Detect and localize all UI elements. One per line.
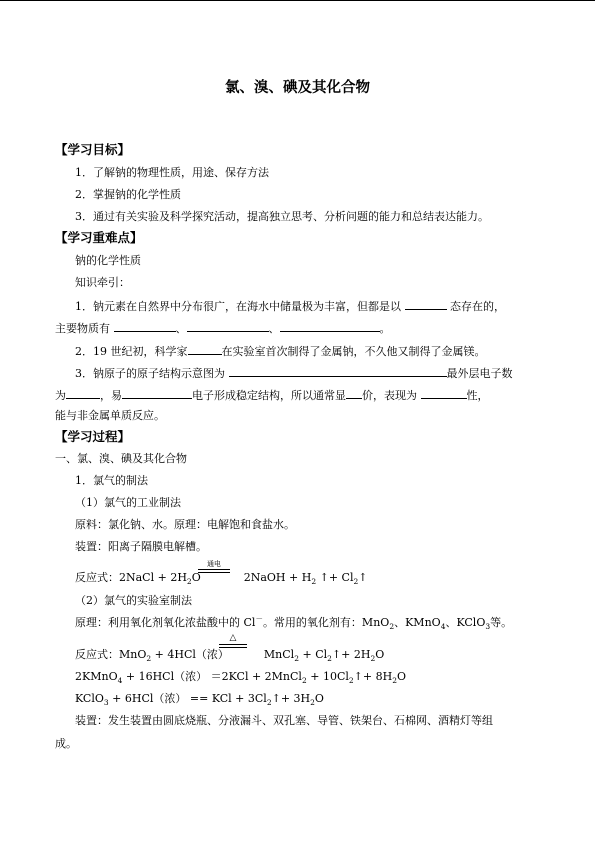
question-1-line-1: 1．钠元素在自然界中分布很广，在海水中储量极为丰富，但都是以 态存在的， [75, 300, 505, 313]
goal-item-3: 3．通过有关实验及科学探究活动，提高独立思考、分析问题的能力和总结表达能力。 [75, 210, 489, 223]
question-3-line-2: 为 ，易 电子形成稳定结构，所以通常显 价，表现为 性， [55, 389, 489, 402]
fill-blank[interactable] [122, 387, 192, 399]
process-apparatus-2: 装置：发生装置由圆底烧瓶、分液漏斗、双孔塞、导管、铁架台、石棉网、酒精灯等组 [75, 714, 493, 727]
reaction-condition-heat: △ [219, 634, 247, 648]
process-materials: 原料：氯化钠、水。原理：电解饱和食盐水。 [75, 518, 295, 531]
fill-blank[interactable] [188, 343, 222, 355]
knowledge-intro: 知识牵引： [75, 276, 130, 289]
process-item-1: （1）氯气的工业制法 [75, 496, 181, 509]
process-apparatus-2-cont: 成。 [55, 737, 77, 750]
process-item-2: （2）氯气的实验室制法 [75, 594, 192, 607]
process-subsection-1: 1．氯气的制法 [75, 474, 148, 487]
keypoint-text: 钠的化学性质 [75, 254, 141, 267]
question-3-line-3: 能与非金属单质反应。 [55, 409, 165, 422]
fill-blank[interactable] [187, 320, 269, 332]
page-top-border [0, 0, 595, 1]
question-1-line-2: 主要物质有 、 、 。 [55, 322, 391, 335]
equation-kclo3: KClO$_3$ + 6HCl（浓） == KCl + $3Cl_2↑+ 3H_2O$ [75, 692, 324, 708]
page-title: 氯、溴、碘及其化合物 [225, 80, 370, 96]
goal-item-1: 1．了解钠的物理性质，用途、保存方法 [75, 166, 269, 179]
section-heading-keypoints: 【学习重难点】 [55, 230, 143, 245]
process-apparatus-1: 装置：阳离子隔膜电解槽。 [75, 540, 207, 553]
fill-blank[interactable] [421, 387, 467, 399]
equation-industrial: 反应式：2NaCl + $2H_2O$ 2NaOH + $H_2$ ↑+ $Cl_2↑$ [75, 571, 368, 587]
section-heading-goals: 【学习目标】 [55, 142, 131, 157]
fill-blank[interactable] [229, 365, 447, 377]
section-heading-process: 【学习过程】 [55, 429, 131, 444]
question-3-line-1: 3．钠原子的原子结构示意图为 最外层电子数 [75, 367, 513, 380]
fill-blank[interactable] [405, 298, 447, 310]
reaction-condition-electrolysis: 通电 [198, 560, 230, 573]
goal-item-2: 2．掌握钠的化学性质 [75, 188, 181, 201]
fill-blank[interactable] [280, 320, 380, 332]
process-section-1: 一、氯、溴、碘及其化合物 [55, 452, 187, 465]
process-principle: 原理：利用氧化剂氧化浓盐酸中的 Cl－。常用的氧化剂有：MnO$_2$、KMnO$_4$、KClO$_3$等。 [75, 614, 513, 632]
equation-kmno4: 2KMnO$_4$ + 16HCl（浓） ＝2KCl + 2MnCl$_2$ + $10Cl_2↑+ 8H_2O$ [75, 670, 407, 686]
fill-blank[interactable] [114, 320, 176, 332]
fill-blank[interactable] [346, 387, 362, 399]
question-2: 2．19 世纪初，科学家 在实验室首次制得了金属钠，不久他又制得了金属镁。 [75, 345, 486, 358]
fill-blank[interactable] [66, 387, 100, 399]
equation-mno2: 反应式：MnO$_2$ + 4HCl（浓） MnCl$_2$ + $Cl_2↑+ 2H_2O$ [75, 648, 385, 664]
